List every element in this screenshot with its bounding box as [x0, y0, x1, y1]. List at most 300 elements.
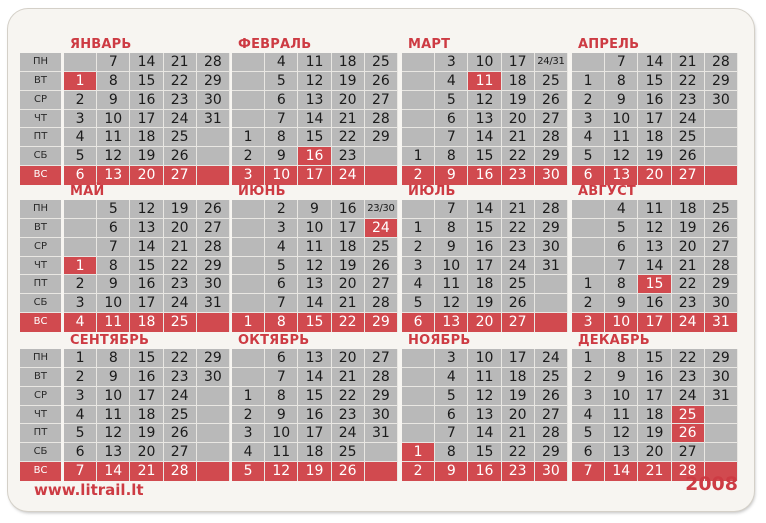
- empty-cell: [572, 238, 605, 257]
- day-cell: 23: [672, 368, 705, 387]
- day-cell: 6: [402, 313, 435, 332]
- day-cell: 1: [64, 349, 97, 368]
- empty-cell: [232, 238, 265, 257]
- day-cell: 12: [605, 147, 638, 166]
- day-cell: 22: [164, 72, 197, 91]
- weekday-label: СБ: [20, 294, 61, 313]
- day-cell: 21: [130, 462, 163, 481]
- day-cell: 22: [502, 443, 535, 462]
- day-cell: 9: [97, 91, 130, 110]
- day-cell: 24: [332, 424, 365, 443]
- day-cell: 2: [402, 238, 435, 257]
- day-cell: 23: [502, 238, 535, 257]
- day-cell: 19: [502, 387, 535, 406]
- day-cell: 18: [638, 406, 671, 425]
- day-cell: 7: [605, 53, 638, 72]
- day-cell: 21: [332, 368, 365, 387]
- day-cell: 1: [402, 147, 435, 166]
- weekday-label: СБ: [20, 443, 61, 462]
- day-cell: 28: [197, 238, 230, 257]
- day-cell: 18: [130, 128, 163, 147]
- day-cell: 2: [232, 147, 265, 166]
- day-cell: 26: [365, 72, 398, 91]
- day-cell: 26: [705, 219, 738, 238]
- day-cell: 1: [572, 72, 605, 91]
- day-cell: 8: [265, 128, 298, 147]
- day-cell: 3: [64, 387, 97, 406]
- day-cell: 13: [468, 406, 501, 425]
- day-cell: 31: [535, 257, 568, 276]
- day-cell: 10: [605, 313, 638, 332]
- weekday-label: СР: [20, 91, 61, 110]
- day-cell: 10: [605, 387, 638, 406]
- day-cell: 6: [265, 349, 298, 368]
- day-cell: 19: [638, 147, 671, 166]
- day-cell: 9: [298, 200, 331, 219]
- day-cell: 15: [298, 313, 331, 332]
- day-cell: 13: [298, 91, 331, 110]
- day-cell: 22: [672, 275, 705, 294]
- day-cell: 16: [332, 200, 365, 219]
- day-cell: 1: [402, 443, 435, 462]
- day-cell: 26: [535, 91, 568, 110]
- day-cell: 20: [332, 349, 365, 368]
- day-cell: 24: [672, 387, 705, 406]
- empty-cell: [402, 424, 435, 443]
- day-cell: 9: [97, 275, 130, 294]
- day-cell: 8: [97, 257, 130, 276]
- day-cell: 25: [365, 238, 398, 257]
- month-title: ИЮЛЬ: [408, 184, 456, 199]
- day-cell: 1: [232, 313, 265, 332]
- empty-cell: [402, 368, 435, 387]
- day-cell: 28: [164, 462, 197, 481]
- empty-cell: [705, 128, 738, 147]
- weekday-label: СР: [20, 387, 61, 406]
- day-cell: 28: [705, 53, 738, 72]
- day-cell: 21: [502, 200, 535, 219]
- empty-cell: [705, 110, 738, 129]
- day-cell: 17: [502, 349, 535, 368]
- day-cell: 31: [365, 424, 398, 443]
- day-cell: 14: [468, 424, 501, 443]
- empty-cell: [402, 406, 435, 425]
- day-cell: 13: [468, 110, 501, 129]
- day-cell: 20: [332, 91, 365, 110]
- weekday-label: ВС: [20, 313, 61, 332]
- day-cell: 16: [298, 406, 331, 425]
- empty-cell: [572, 257, 605, 276]
- day-cell: 18: [502, 72, 535, 91]
- month-title: АВГУСТ: [578, 184, 636, 199]
- day-cell: 10: [435, 257, 468, 276]
- day-cell: 24: [672, 110, 705, 129]
- day-cell: 8: [435, 219, 468, 238]
- month-title: НОЯБРЬ: [408, 333, 471, 348]
- day-cell: 18: [468, 275, 501, 294]
- empty-cell: [705, 147, 738, 166]
- weekday-label: ПН: [20, 53, 61, 72]
- day-cell: 7: [64, 462, 97, 481]
- day-cell: 12: [638, 219, 671, 238]
- day-cell: 13: [97, 443, 130, 462]
- day-cell: 6: [605, 238, 638, 257]
- empty-cell: [64, 238, 97, 257]
- day-cell: 3: [64, 294, 97, 313]
- day-cell: 10: [97, 294, 130, 313]
- day-cell: 15: [130, 257, 163, 276]
- day-cell: 6: [97, 219, 130, 238]
- empty-cell: [402, 53, 435, 72]
- day-cell: 29: [365, 313, 398, 332]
- empty-cell: [705, 166, 738, 185]
- day-cell: 5: [265, 257, 298, 276]
- day-cell: 12: [298, 72, 331, 91]
- day-cell: 8: [605, 349, 638, 368]
- day-cell: 21: [672, 53, 705, 72]
- day-cell: 17: [298, 166, 331, 185]
- day-cell: 6: [435, 110, 468, 129]
- day-cell: 12: [468, 387, 501, 406]
- day-cell: 27: [365, 275, 398, 294]
- day-cell: 20: [672, 238, 705, 257]
- day-cell: 27: [672, 166, 705, 185]
- day-cell: 8: [435, 443, 468, 462]
- day-cell: 11: [468, 368, 501, 387]
- day-cell: 27: [197, 219, 230, 238]
- day-cell: 3: [572, 313, 605, 332]
- day-cell: 2: [572, 368, 605, 387]
- day-cell: 10: [265, 424, 298, 443]
- weekday-label: СР: [20, 238, 61, 257]
- day-cell: 14: [130, 238, 163, 257]
- day-cell: 24: [164, 387, 197, 406]
- empty-cell: [64, 53, 97, 72]
- day-cell: 26: [672, 424, 705, 443]
- day-cell: 5: [64, 147, 97, 166]
- day-cell: 11: [97, 313, 130, 332]
- month-title: АПРЕЛЬ: [578, 37, 640, 52]
- day-cell: 25: [672, 406, 705, 425]
- day-cell: 8: [265, 387, 298, 406]
- day-cell: 7: [265, 368, 298, 387]
- day-cell: 16: [638, 91, 671, 110]
- day-cell: 18: [332, 238, 365, 257]
- day-cell: 5: [402, 294, 435, 313]
- day-cell: 23/30: [365, 200, 398, 219]
- day-cell: 8: [97, 349, 130, 368]
- day-cell: 11: [435, 275, 468, 294]
- day-cell: 11: [605, 128, 638, 147]
- day-cell: 15: [638, 349, 671, 368]
- day-cell: 21: [332, 110, 365, 129]
- weekday-label: ВТ: [20, 219, 61, 238]
- day-cell: 5: [435, 387, 468, 406]
- day-cell: 15: [298, 128, 331, 147]
- day-cell: 24/31: [535, 53, 568, 72]
- day-cell: 17: [502, 53, 535, 72]
- day-cell: 13: [605, 166, 638, 185]
- day-cell: 1: [232, 387, 265, 406]
- day-cell: 12: [605, 424, 638, 443]
- day-cell: 20: [332, 275, 365, 294]
- day-cell: 25: [164, 313, 197, 332]
- day-cell: 5: [572, 147, 605, 166]
- day-cell: 15: [298, 387, 331, 406]
- day-cell: 11: [638, 200, 671, 219]
- empty-cell: [365, 147, 398, 166]
- day-cell: 19: [638, 424, 671, 443]
- month-grid: [64, 53, 230, 185]
- day-cell: 21: [164, 53, 197, 72]
- weekday-label: ВС: [20, 166, 61, 185]
- day-cell: 24: [332, 166, 365, 185]
- day-cell: 30: [705, 368, 738, 387]
- day-cell: 29: [365, 387, 398, 406]
- day-cell: 23: [502, 462, 535, 481]
- empty-cell: [402, 349, 435, 368]
- day-cell: 24: [672, 313, 705, 332]
- weekday-label: СБ: [20, 147, 61, 166]
- month-title: ЯНВАРЬ: [70, 37, 132, 52]
- day-cell: 15: [468, 219, 501, 238]
- day-cell: 27: [365, 349, 398, 368]
- weekday-label: ПН: [20, 200, 61, 219]
- day-cell: 27: [535, 110, 568, 129]
- day-cell: 19: [672, 219, 705, 238]
- day-cell: 4: [435, 368, 468, 387]
- day-cell: 25: [705, 200, 738, 219]
- day-cell: 2: [64, 91, 97, 110]
- day-cell: 13: [298, 275, 331, 294]
- day-cell: 7: [435, 200, 468, 219]
- day-cell: 12: [130, 200, 163, 219]
- day-cell: 6: [572, 166, 605, 185]
- day-cell: 16: [298, 147, 331, 166]
- day-cell: 2: [232, 406, 265, 425]
- day-cell: 1: [572, 275, 605, 294]
- day-cell: 12: [97, 424, 130, 443]
- day-cell: 5: [97, 200, 130, 219]
- day-cell: 4: [232, 443, 265, 462]
- day-cell: 28: [197, 53, 230, 72]
- day-cell: 21: [502, 424, 535, 443]
- day-cell: 17: [130, 387, 163, 406]
- empty-cell: [402, 72, 435, 91]
- day-cell: 29: [535, 443, 568, 462]
- day-cell: 4: [435, 72, 468, 91]
- day-cell: 28: [365, 110, 398, 129]
- day-cell: 19: [332, 257, 365, 276]
- month-grid: [572, 349, 738, 481]
- empty-cell: [572, 200, 605, 219]
- day-cell: 27: [672, 443, 705, 462]
- day-cell: 19: [164, 200, 197, 219]
- day-cell: 20: [468, 313, 501, 332]
- day-cell: 30: [197, 275, 230, 294]
- day-cell: 18: [672, 200, 705, 219]
- day-cell: 12: [265, 462, 298, 481]
- day-cell: 15: [130, 72, 163, 91]
- website-link: www.litrail.lt: [34, 481, 144, 499]
- empty-cell: [402, 200, 435, 219]
- day-cell: 2: [64, 368, 97, 387]
- empty-cell: [232, 200, 265, 219]
- day-cell: 28: [365, 294, 398, 313]
- day-cell: 10: [298, 219, 331, 238]
- day-cell: 21: [502, 128, 535, 147]
- day-cell: 5: [265, 72, 298, 91]
- day-cell: 16: [130, 275, 163, 294]
- day-cell: 30: [705, 294, 738, 313]
- day-cell: 9: [605, 294, 638, 313]
- day-cell: 7: [97, 53, 130, 72]
- day-cell: 9: [265, 147, 298, 166]
- day-cell: 5: [572, 424, 605, 443]
- day-cell: 16: [468, 462, 501, 481]
- day-cell: 21: [672, 257, 705, 276]
- day-cell: 29: [197, 257, 230, 276]
- day-cell: 11: [265, 443, 298, 462]
- day-cell: 7: [97, 238, 130, 257]
- day-cell: 19: [298, 462, 331, 481]
- day-cell: 5: [64, 424, 97, 443]
- day-cell: 10: [468, 53, 501, 72]
- month-grid: [402, 53, 568, 185]
- empty-cell: [197, 424, 230, 443]
- day-cell: 6: [265, 91, 298, 110]
- day-cell: 16: [130, 368, 163, 387]
- day-cell: 6: [435, 406, 468, 425]
- day-cell: 28: [365, 368, 398, 387]
- day-cell: 19: [502, 91, 535, 110]
- day-cell: 8: [605, 72, 638, 91]
- empty-cell: [365, 166, 398, 185]
- day-cell: 17: [638, 110, 671, 129]
- day-cell: 9: [97, 368, 130, 387]
- day-cell: 14: [605, 462, 638, 481]
- day-cell: 25: [164, 406, 197, 425]
- day-cell: 9: [435, 166, 468, 185]
- day-cell: 25: [502, 275, 535, 294]
- day-cell: 30: [535, 166, 568, 185]
- day-cell: 2: [402, 462, 435, 481]
- day-cell: 2: [572, 294, 605, 313]
- empty-cell: [402, 387, 435, 406]
- day-cell: 30: [535, 238, 568, 257]
- day-cell: 17: [638, 387, 671, 406]
- weekday-label: ЧТ: [20, 110, 61, 129]
- day-cell: 21: [638, 462, 671, 481]
- day-cell: 4: [265, 238, 298, 257]
- day-cell: 2: [402, 166, 435, 185]
- month-grid: [572, 200, 738, 332]
- day-cell: 8: [435, 147, 468, 166]
- day-cell: 24: [535, 349, 568, 368]
- day-cell: 27: [502, 313, 535, 332]
- day-cell: 20: [638, 443, 671, 462]
- day-cell: 29: [535, 147, 568, 166]
- day-cell: 29: [705, 349, 738, 368]
- month-grid: [402, 200, 568, 332]
- day-cell: 12: [435, 294, 468, 313]
- month-title: МАЙ: [70, 184, 105, 199]
- empty-cell: [402, 91, 435, 110]
- day-cell: 9: [605, 91, 638, 110]
- day-cell: 1: [64, 257, 97, 276]
- day-cell: 27: [365, 91, 398, 110]
- day-cell: 15: [638, 275, 671, 294]
- day-cell: 11: [298, 53, 331, 72]
- month-title: ДЕКАБРЬ: [578, 333, 650, 348]
- day-cell: 10: [97, 110, 130, 129]
- day-cell: 23: [164, 368, 197, 387]
- empty-cell: [197, 147, 230, 166]
- day-cell: 28: [535, 200, 568, 219]
- empty-cell: [232, 72, 265, 91]
- day-cell: 27: [535, 406, 568, 425]
- day-cell: 6: [64, 443, 97, 462]
- day-cell: 5: [435, 91, 468, 110]
- day-cell: 16: [638, 294, 671, 313]
- day-cell: 18: [638, 128, 671, 147]
- day-cell: 26: [197, 200, 230, 219]
- day-cell: 15: [638, 72, 671, 91]
- calendar-card: [8, 9, 754, 511]
- day-cell: 26: [164, 147, 197, 166]
- weekday-label: ПТ: [20, 275, 61, 294]
- day-cell: 28: [672, 462, 705, 481]
- day-cell: 3: [435, 53, 468, 72]
- day-cell: 9: [605, 368, 638, 387]
- day-cell: 22: [672, 349, 705, 368]
- day-cell: 28: [535, 128, 568, 147]
- day-cell: 30: [705, 91, 738, 110]
- day-cell: 24: [502, 257, 535, 276]
- day-cell: 3: [402, 257, 435, 276]
- weekday-label: ПН: [20, 349, 61, 368]
- weekday-label: ВТ: [20, 72, 61, 91]
- day-cell: 20: [502, 110, 535, 129]
- month-grid: [232, 53, 398, 185]
- empty-cell: [705, 406, 738, 425]
- empty-cell: [535, 313, 568, 332]
- day-cell: 4: [64, 128, 97, 147]
- day-cell: 23: [672, 91, 705, 110]
- month-grid: [232, 200, 398, 332]
- day-cell: 15: [468, 443, 501, 462]
- day-cell: 18: [130, 406, 163, 425]
- day-cell: 1: [572, 349, 605, 368]
- day-cell: 22: [332, 387, 365, 406]
- day-cell: 18: [298, 443, 331, 462]
- day-cell: 26: [332, 462, 365, 481]
- day-cell: 3: [265, 219, 298, 238]
- day-cell: 30: [535, 462, 568, 481]
- day-cell: 15: [468, 147, 501, 166]
- empty-cell: [197, 313, 230, 332]
- day-cell: 14: [468, 200, 501, 219]
- empty-cell: [402, 110, 435, 129]
- day-cell: 3: [435, 349, 468, 368]
- empty-cell: [197, 462, 230, 481]
- day-cell: 20: [638, 166, 671, 185]
- weekday-label: ПТ: [20, 424, 61, 443]
- day-cell: 27: [705, 238, 738, 257]
- day-cell: 4: [64, 313, 97, 332]
- day-cell: 8: [265, 313, 298, 332]
- day-cell: 1: [402, 219, 435, 238]
